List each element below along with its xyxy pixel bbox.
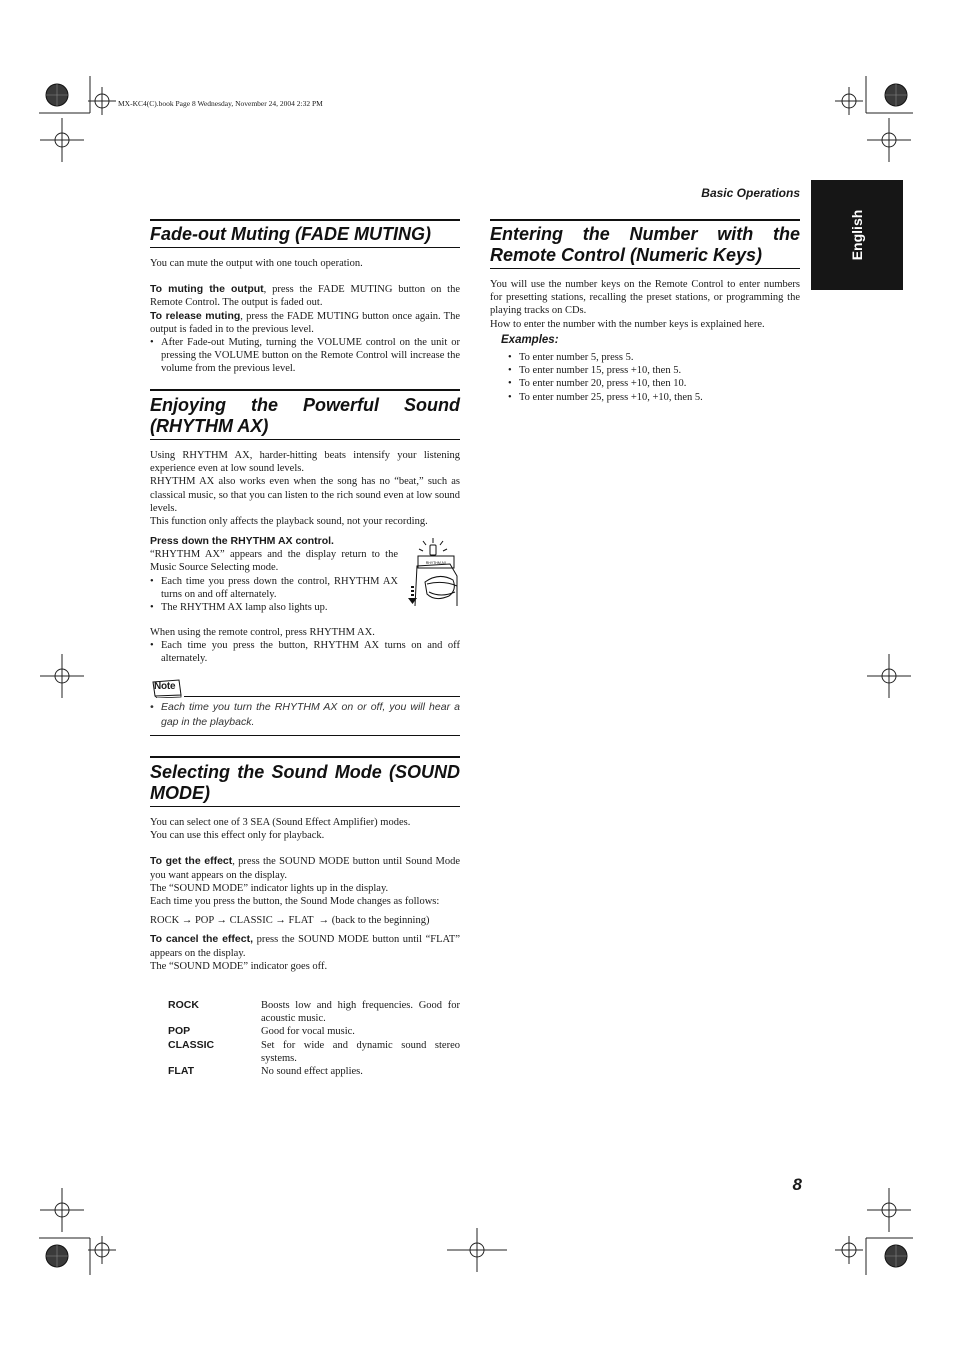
language-tab (811, 180, 903, 290)
page-number: 8 (792, 1175, 802, 1194)
fade-muting-intro: You can mute the output with one touch operation. (150, 258, 363, 269)
rhythm-ax-press-block (150, 535, 398, 614)
off-text: The “SOUND MODE” indicator goes off. (150, 960, 328, 972)
list-item: • To enter number 15, press +10, then 5. (508, 364, 798, 377)
language-tab-label: English (849, 209, 865, 261)
rhythm-ax-intro (150, 449, 460, 528)
rule (150, 219, 460, 221)
cycle-text: Each time you press the button, the Sound Mode changes as follows: (150, 896, 440, 908)
arrow-icon: → (318, 915, 330, 927)
examples-bullets (508, 351, 798, 404)
rhythm-intro-2: RHYTHM AX also works even when the song has no “beat,” such as classical music, so that you can listen to the rich sound even at low sound levels. (150, 476, 460, 514)
list-item: • Each time you press down the control, RHYTHM AX turns on and off alternately. (150, 575, 398, 601)
note-bullets (150, 700, 460, 730)
file-info-header: MX-KC4(C).book Page 8 Wednesday, November 24, 2004 2:32 PM (118, 99, 323, 108)
note-label: Note (154, 681, 176, 692)
effect-lead: To get the effect (150, 855, 233, 868)
arrow-icon: → (181, 915, 193, 927)
illustration-label: RHYTHM AX (425, 561, 447, 565)
rule (490, 268, 800, 269)
list-item: • To enter number 25, press +10, +10, then 5. (508, 391, 798, 404)
sequence-item: ROCK (150, 915, 180, 927)
sound-intro-1: You can select one of 3 SEA (Sound Effect Amplifier) modes. (150, 817, 411, 828)
list-item: • To enter number 20, press +10, then 10. (508, 377, 798, 390)
examples-list (508, 351, 798, 404)
note-badge (151, 678, 183, 698)
remote-text: When using the remote control, press RHYTHM AX. (150, 627, 375, 638)
cancel-instruction (150, 933, 460, 959)
rule (150, 735, 460, 736)
rule (184, 696, 460, 697)
mute-instruction (150, 283, 460, 309)
release-lead: To release muting (150, 309, 241, 322)
sound-intro-2: You can use this effect only for playback. (150, 830, 325, 842)
indicator-text: The “SOUND MODE” indicator lights up in the display. (150, 882, 389, 894)
sequence-item: POP (194, 915, 214, 927)
list-item: • To enter number 5, press 5. (508, 351, 798, 364)
numeric-intro-1: You will use the number keys on the Remote Control to enter numbers for presetting stations, recalling the preset stations, or programming the playing tracks on CDs. (490, 279, 800, 317)
section-title-sound-mode: Selecting the Sound Mode (SOUND MODE) (150, 762, 460, 803)
remote-bullets (150, 639, 460, 665)
list-item: • Each time you press the button, RHYTHM AX turns on and off alternately. (150, 639, 460, 665)
cancel-text: press the SOUND MODE button until “FLAT” appears on the display. (150, 934, 460, 959)
arrow-icon: → (216, 915, 227, 927)
effect-text: , press the SOUND MODE button until Sound Mode you want appears on the display. (150, 856, 460, 881)
rule (150, 247, 460, 248)
rule (150, 806, 460, 807)
sequence-item: (back to the beginning) (331, 915, 430, 927)
numeric-intro-2: How to enter the number with the number keys is explained here. (490, 318, 765, 330)
release-text: , press the FADE MUTING button once again. The output is faded in to the previous level. (150, 310, 460, 335)
press-rhythm-lead: Press down the RHYTHM AX control. (150, 535, 334, 547)
mode-name: FLAT (168, 1065, 195, 1077)
rule (150, 439, 460, 440)
press-rhythm-bullets (150, 575, 398, 615)
running-head: Basic Operations (701, 186, 800, 200)
rule (150, 389, 460, 391)
sound-mode-body (150, 816, 460, 973)
arrow-icon: → (275, 915, 286, 927)
rhythm-ax-remote-block (150, 626, 460, 666)
mode-description: Set for wide and dynamic sound stereo systems. (261, 1040, 460, 1065)
section-title-rhythm-ax: Enjoying the Powerful Sound (RHYTHM AX) (150, 395, 460, 436)
mode-description: No sound effect applies. (261, 1066, 363, 1077)
mode-description: Boosts low and high frequencies. Good for acoustic music. (261, 1000, 460, 1025)
fade-muting-bullets (150, 336, 460, 376)
sequence-item: CLASSIC (229, 915, 273, 927)
numeric-keys-body (490, 278, 800, 331)
mute-text: , press the FADE MUTING button on the Remote Control. The output is faded out. (150, 284, 460, 309)
mode-sequence (150, 914, 460, 927)
mode-name: POP (168, 1025, 191, 1037)
mode-name: CLASSIC (168, 1039, 215, 1051)
mode-description: Good for vocal music. (261, 1026, 355, 1037)
rule (150, 756, 460, 758)
list-item: • Each time you turn the RHYTHM AX on or off, you will hear a gap in the playback. (150, 700, 460, 730)
cancel-lead: To cancel the effect, (150, 933, 254, 946)
section-title-numeric-keys: Entering the Number with the Remote Control (Numeric Keys) (490, 224, 800, 265)
sequence-item: FLAT (288, 915, 314, 927)
rule (490, 219, 800, 221)
rhythm-intro-3: This function only affects the playback sound, not your recording. (150, 516, 428, 528)
press-rhythm-text: “RHYTHM AX” appears and the display return to the Music Source Selecting mode. (150, 549, 398, 574)
list-item: • The RHYTHM AX lamp also lights up. (150, 601, 398, 614)
rhythm-ax-control-illustration (405, 536, 463, 612)
rhythm-intro-1: Using RHYTHM AX, harder-hitting beats intensify your listening experience even at low sound levels. (150, 450, 460, 475)
mute-lead: To muting the output (150, 283, 264, 296)
examples-title: Examples: (501, 334, 559, 346)
note-body (150, 700, 460, 730)
effect-instruction (150, 855, 460, 881)
mode-name: ROCK (168, 999, 199, 1011)
section-title-fade-muting: Fade-out Muting (FADE MUTING) (150, 224, 431, 244)
fade-muting-body (150, 257, 460, 376)
list-item: • After Fade-out Muting, turning the VOLUME control on the unit or pressing the VOLUME button on the Remote Control will increase the volume from the previous level. (150, 336, 460, 376)
release-instruction (150, 310, 460, 336)
